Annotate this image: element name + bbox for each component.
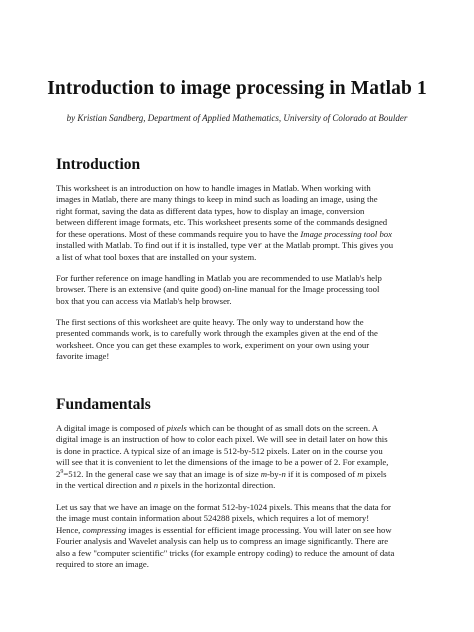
text-line: For further reference on image handling in Matlab you are recommended to use Matlab's help <box>56 273 382 283</box>
text-line: A digital image is composed of pixels which can be thought of as small dots on the screen. A <box>56 423 379 433</box>
text-line: the image must contain information about 524288 pixels, which requires a lot of memory! <box>56 513 370 524</box>
text-line: $2^9=512$. In the general case we say that an image is of size m-by-n if it is composed of m pixels <box>56 468 387 479</box>
text-line: Fourier analysis and Wavelet analysis can help us to compress an image significantly. There are <box>56 536 389 547</box>
fundamentals-paragraph-1 <box>56 423 422 491</box>
exponent: 9 <box>60 468 64 475</box>
emphasis-pixels: pixels <box>166 423 187 433</box>
intro-paragraph-3 <box>56 317 422 363</box>
text-line: digital image is an instruction of how to color each pixel. We will see in detail later on how this <box>56 434 388 445</box>
text-line: worksheet. Once you can get these examples to work, experiment on your own using your <box>56 339 370 350</box>
author-byline: by Kristian Sandberg, Department of Applied Mathematics, University of Colorado at Boulder <box>66 113 408 123</box>
document-title: Introduction to image processing in Matlab 1 <box>47 78 427 99</box>
text-line: a list of what tool boxes that are installed on your system. <box>56 252 257 263</box>
emphasis-compressing: compressing <box>82 524 127 535</box>
code-ver: ver <box>248 242 263 252</box>
text-line: also a few "computer scientific" tricks (for example entropy coding) to reduce the amount of data <box>56 547 395 558</box>
text-line: right format, saving the data as different data types, how to display an image, conversion <box>56 205 365 216</box>
text-line: The first sections of this worksheet are quite heavy. The only way to understand how the <box>56 317 364 327</box>
text-line: browser. There is an extensive (and quite good) on-line manual for the Image processing tool <box>56 284 380 295</box>
text-line: images in Matlab, there are many things to keep in mind such as loading an image, using the <box>56 194 378 205</box>
intro-paragraph-2 <box>56 273 422 307</box>
section-heading-fundamentals: Fundamentals <box>56 396 151 413</box>
intro-paragraph-1 <box>56 183 422 264</box>
text-line: box that you can access via Matlab's help browser. <box>56 295 232 306</box>
fundamentals-paragraph-2 <box>56 502 422 570</box>
text-line: in the vertical direction and n pixels in the horizontal direction. <box>56 480 276 491</box>
text-line: Let us say that we have an image on the format 512-by-1024 pixels. This means that the data for <box>56 502 391 512</box>
text-line: presented commands work, is to carefully work through the examples given at the end of the <box>56 328 378 339</box>
text-line: favorite image! <box>56 351 110 362</box>
section-heading-introduction: Introduction <box>56 156 141 173</box>
text-line: required to store an image. <box>56 559 149 570</box>
text-line: will see that it is convenient to let the dimensions of the image to be a power of 2. For example, <box>56 457 389 468</box>
text-line: installed with Matlab. To find out if it is installed, type ver at the Matlab prompt. This gives you <box>56 240 394 252</box>
emphasis-toolbox: Image processing tool box <box>300 228 393 239</box>
text-line: Hence, compressing images is essential for efficient image processing. You will later on see how <box>56 524 392 535</box>
text-line: between different image formats, etc. This worksheet presents some of the commands designed <box>56 217 388 228</box>
text-line: This worksheet is an introduction on how to handle images in Matlab. When working with <box>56 183 371 193</box>
text-line: for these operations. Most of these commands require you to have the Image processing tool box <box>56 228 393 239</box>
text-line: is done in practice. A typical size of an image is 512-by-512 pixels. Later on in the course you <box>56 445 383 456</box>
